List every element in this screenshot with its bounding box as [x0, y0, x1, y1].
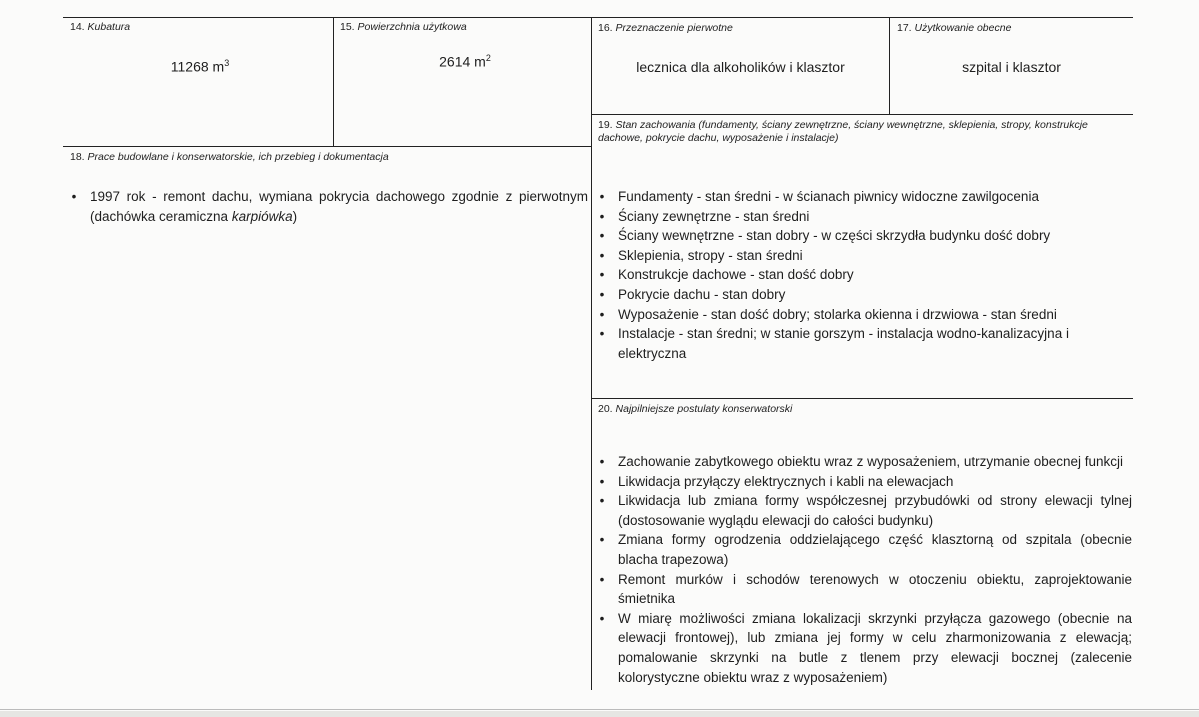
bullet-icon: • [599, 493, 605, 509]
field-14-value [120, 58, 280, 75]
cubature-value: 11268 m [170, 58, 225, 75]
divider-15-18 [63, 146, 591, 147]
field-17-number: 17. [897, 22, 912, 34]
list-item [594, 324, 1134, 363]
usable-area-value: 2614 m [439, 53, 486, 70]
field-16-label [598, 22, 733, 35]
field-14-number: 14. [70, 21, 85, 33]
condition-item-text: Wyposażenie - stan dość dobry; stolarka okienna i drzwiowa - stan średni [618, 306, 1057, 322]
bullet-icon: • [599, 286, 605, 302]
bullet-icon: • [599, 454, 605, 469]
field-19-number: 19. [598, 119, 613, 131]
bullet-icon: • [599, 610, 605, 626]
divider-16-19 [591, 114, 1133, 115]
condition-item-text: Sklepienia, stropy - stan średni [618, 247, 803, 263]
postulate-item-text: Zachowanie zabytkowego obiektu wraz z wyposażeniem, utrzymanie obecnej funkcji [618, 454, 1124, 469]
postulate-item-text: W miarę możliwości zmiana lokalizacji skrzynki przyłącza gazowego (obecnie na elewacji frontowej), lub zmiana jej formy w celu zharmonizowania z elewacją; pomalowanie skrzynki na butle z tlenem przy elewacji bocznej (zalecenie kolorystyczne obiektu wraz z wyposażeniem) [618, 610, 1132, 685]
postulate-item-text: Likwidacja przyłączy elektrycznych i kabli na elewacjach [618, 473, 954, 489]
current-use-value: szpital i klasztor [962, 59, 1061, 75]
bullet-icon: • [599, 189, 605, 204]
condition-item-text: Ściany zewnętrzne - stan średni [618, 208, 810, 224]
original-purpose-value: lecznica dla alkoholików i klasztor [636, 59, 845, 75]
field-15-title: Powierzchnia użytkowa [357, 21, 467, 33]
usable-area-unit-exponent: 2 [485, 53, 491, 63]
postulates-list [594, 452, 1132, 687]
bullet-icon: • [71, 189, 77, 204]
condition-list [594, 187, 1134, 363]
condition-item-text: Konstrukcje dachowe - stan dość dobry [618, 267, 854, 283]
field-14-title: Kubatura [87, 21, 131, 33]
bullet-icon: • [599, 306, 605, 322]
condition-item-text: Ściany wewnętrzne - stan dobry - w części skrzydła budynku dość dobry [618, 228, 1051, 244]
field-15-label [340, 21, 467, 34]
list-item [594, 491, 1132, 530]
bullet-icon: • [599, 267, 605, 283]
works-list-item [66, 187, 588, 226]
field-14-label [70, 21, 130, 34]
condition-item-text: Instalacje - stan średni; w stanie gorszym - instalacja wodno-kanalizacyjna i elektryczna [618, 326, 1069, 361]
list-item [594, 226, 1134, 246]
divider-15-16 [591, 18, 592, 690]
field-17-title: Użytkowanie obecne [914, 22, 1012, 34]
divider-19-20 [591, 398, 1133, 399]
field-20-number: 20. [598, 403, 613, 415]
list-item [594, 530, 1132, 569]
table-top-border [63, 17, 1133, 18]
condition-item-text: Fundamenty - stan średni - w ścianach piwnicy widoczne zawilgocenia [618, 189, 1039, 204]
list-item [594, 609, 1132, 687]
bullet-icon: • [599, 532, 605, 548]
bullet-icon: • [599, 326, 605, 342]
field-17-label [897, 22, 1011, 35]
works-item-text: 1997 rok - remont dachu, wymiana pokrycia dachowego zgodnie z pierwotnym (dachówka ceramiczna [90, 189, 588, 224]
field-19-title: Stan zachowania (fundamenty, ściany zewnętrzne, ściany wewnętrzne, sklepienia, stropy, konstrukcje dachowe, pokrycie dachu, wyposażenie i instalacje) [598, 119, 1088, 144]
field-18-label [70, 151, 389, 164]
list-item [594, 452, 1132, 472]
works-list [66, 187, 588, 226]
field-15-value [385, 53, 545, 70]
list-item [594, 285, 1134, 305]
bullet-icon: • [599, 208, 605, 224]
list-item [594, 207, 1134, 227]
list-item [594, 305, 1134, 325]
list-item [594, 246, 1134, 266]
field-20-title: Najpilniejsze postulaty konserwatorski [615, 403, 793, 415]
list-item [594, 187, 1134, 207]
postulate-item-text: Remont murków i schodów terenowych w otoczeniu obiektu, zaprojektowanie śmietnika [618, 571, 1132, 607]
divider-14-15 [333, 18, 334, 146]
list-item [594, 472, 1132, 492]
field-15-number: 15. [340, 21, 355, 33]
scan-edge-line [0, 709, 1199, 710]
condition-item-text: Pokrycie dachu - stan dobry [618, 286, 786, 302]
bullet-icon: • [599, 228, 605, 244]
field-18-number: 18. [70, 151, 85, 163]
field-16-number: 16. [598, 22, 613, 34]
works-item-italic: karpiówka [231, 208, 293, 224]
works-item-text-end: ) [292, 208, 298, 224]
bullet-icon: • [599, 247, 605, 263]
postulate-item-text: Zmiana formy ogrodzenia oddzielającego część klasztorną od szpitala (obecnie blacha trapezowa) [618, 532, 1132, 567]
scan-bottom-edge [0, 711, 1199, 717]
field-19-label [598, 119, 1118, 145]
field-20-label [598, 403, 792, 416]
field-16-title: Przeznaczenie pierwotne [615, 22, 733, 34]
list-item [594, 265, 1134, 285]
postulate-item-text: Likwidacja lub zmiana formy współczesnej przybudówki od strony elewacji tylnej (dostosowanie wyglądu elewacji do całości budynku) [618, 493, 1132, 528]
bullet-icon: • [599, 473, 605, 489]
cubature-unit-exponent: 3 [224, 58, 230, 68]
bullet-icon: • [599, 571, 605, 587]
list-item [594, 570, 1132, 609]
field-18-title: Prace budowlane i konserwatorskie, ich przebieg i dokumentacja [87, 151, 389, 163]
